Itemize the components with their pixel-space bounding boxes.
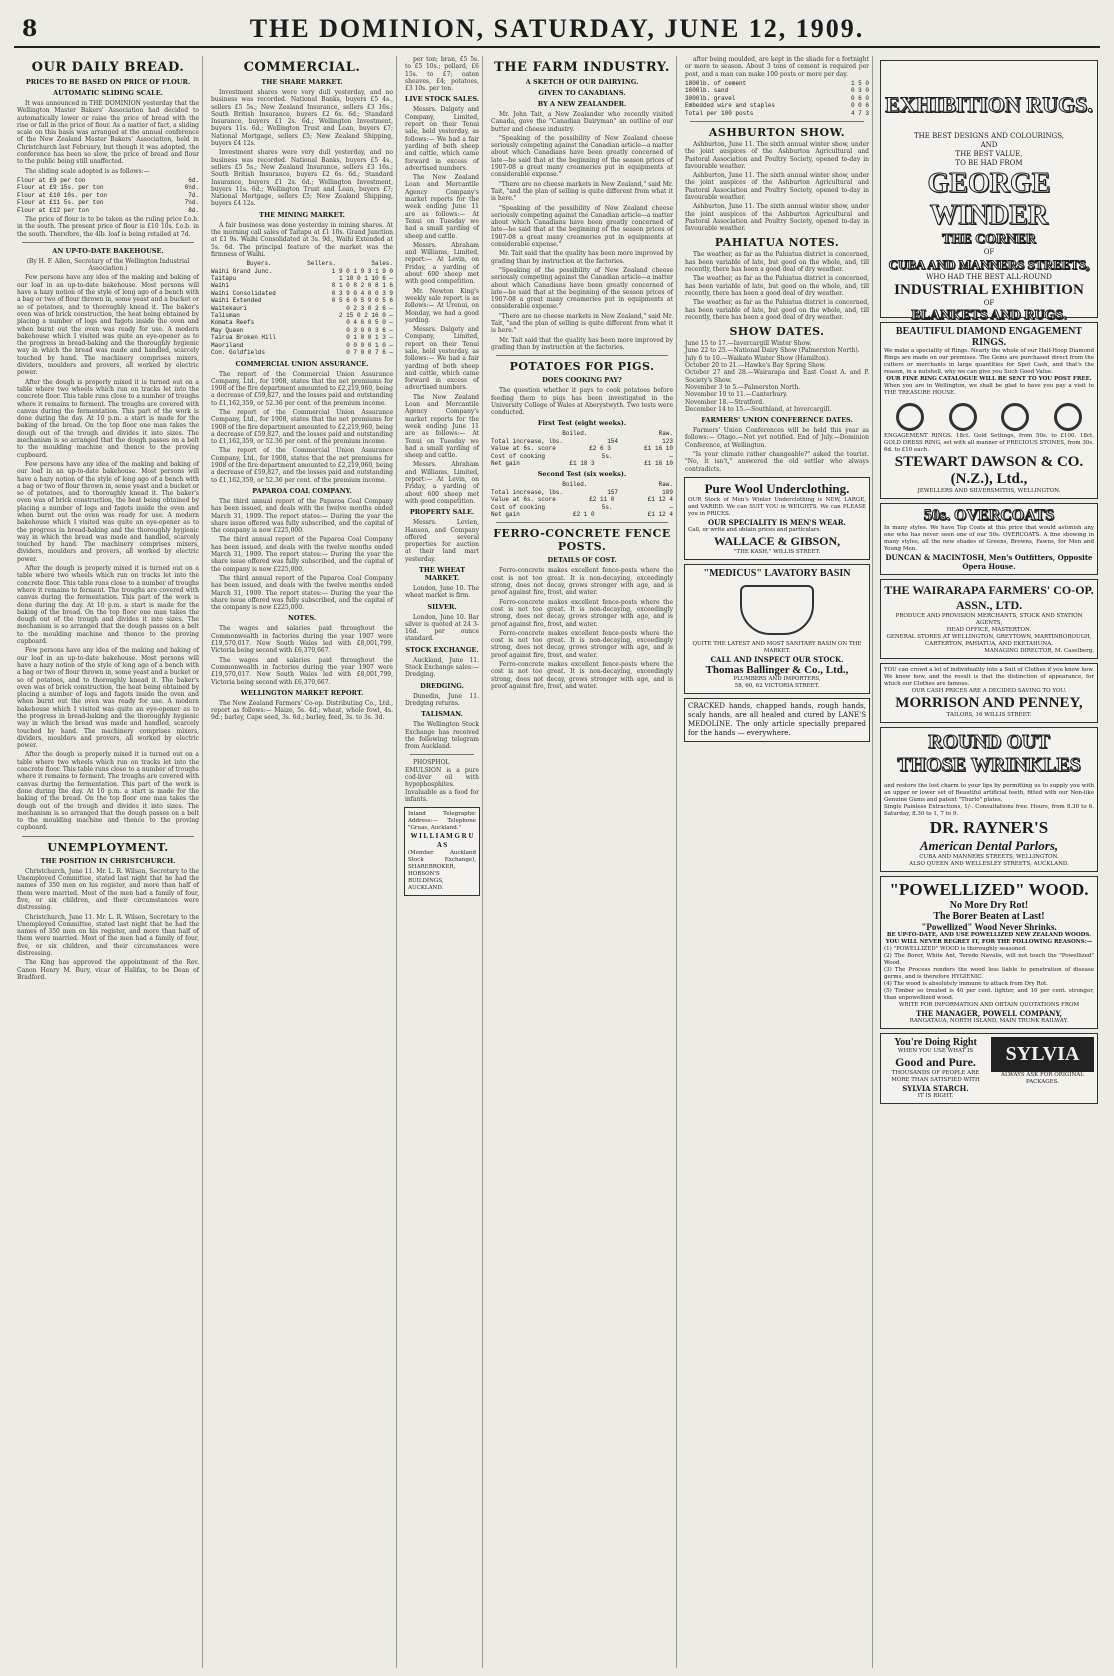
masthead-title: THE DOMINION, SATURDAY, JUNE 12, 1909. [249,14,865,43]
flour-scale-table [17,177,199,214]
advert-ballinger: "MEDICUS" LAVATORY BASIN QUITE THE LATEST AND MOST SANITARY BASIN ON THE MARKET. CALL AND INSPECT OUR STOCK. Thomas Ballinger & Co., Ltd., PLUMBERS AND IMPORTERS, 58, 60, 62 VICTORIA STREET. [684,564,870,694]
paragraph: A fair business was done yesterday in mining shares. At the morning call sales of Taitapu at £1 10s. Grand Junction at £1 9s. Waihi Consolidated at 3s. 9d., Waihi Extended at 5s. 6d. The principal feature of the market was the firmness of Waihi. [211,221,393,258]
paragraph: Ashburton, June 11. The sixth annual winter show, under the joint auspices of the Ashburton Agricultural and Pastoral Association and Poultry Society, opened to-day in favourable weather. [685,140,869,170]
subhead-new-zealander: BY A NEW ZEALANDER. [537,100,627,108]
paragraph: Mr. Newton King's weekly sale report is as follows:— At Urenui, on Monday, we had a good yarding. [405,287,479,324]
ring-icon [1054,403,1082,431]
ring-icon [949,403,977,431]
list-item: October 27 and 28.—Wairarapa and East Coast A. and P. Society's Show. [685,369,869,384]
subhead-mining-market: THE MINING MARKET. [259,210,345,219]
paragraph: The weather, as far as the Pahiatua district is concerned, has been variable of late, but good on the whole, and, till recently, there has been a good deal of dry weather. [685,251,869,274]
advert-medoline: CRACKED hands, chapped hands, rough hands, scaly hands, are all healed and cured by LANE'S MEDOLINE. The only article specially prepared for the hands — everywhere. [684,698,870,742]
headline-show-dates: SHOW DATES. [729,325,825,339]
subhead-commercial-union: COMMERCIAL UNION ASSURANCE. [235,359,369,368]
table-row: Flour at £10 10s. per ton 7d. [17,191,199,199]
test-2-label: Second Test (six weeks). [537,470,627,479]
paragraph: Messrs. Dalgety and Company, Limited, report on their Tenui sale, held yesterday, as follows:— We had a fair yarding of both sheep and cattle, which came forward in excess of advertised numbers. [405,106,479,172]
advert-phosphol: PHOSPHOL EMULSION is a pure cod-liver oil with hypophosphites. Invaluable as a food for infants. [405,759,479,803]
paragraph: The report of the Commercial Union Assurance Company, Ltd., for 1908, states that the net premiums for 1908 of the fire department amounted to £2,219,960, being a decrease of £59,827, and the losses paid and outstanding to £1,162,359, or 52.36 per cent. of the premium income. [211,447,393,484]
table-row: 1600lb. sand 0 3 0 [685,87,869,95]
list-item: June 22 to 25.—National Dairy Show (Palmerston North). [685,347,860,355]
paragraph: After the dough is properly mixed it is turned out on a table where two wheels which run on tracks let into the concrete floor. This table runs close to a number of troughs where it remains to ferment. The troughs are covered with canvas during the fermentation. This part of the work is done during the day. At 10 p.m. a start is made for the baking of the bread. On the top floor one man takes the dough out of the trough and divides it into sizes. The mechanism is so arranged that the dough passes on a belt to the moulding machine and thence to the proving cupboard. [17,565,199,646]
table-row: Embedded wire and staples 0 0 6 [685,102,869,110]
paragraph: Mr. John Tait, a New Zealander who recently visited Canada, gave the "Canadian Dairyman" an outline of our butter and cheese industry. [491,111,673,133]
article-body [17,216,199,238]
paragraph: Investment shares were very dull yesterday, and no business was recorded. National Banks, buyers £5 4s., sellers £5 5s.; New Zealand Insurance, sellers £3 16s.; South British Insurance, buyers £2 6s. 6d.; Standard Insurance, buyers £1 2s. 6d.; Wellington Investment, buyers 11s. 6d.; Wellington Trust and Loan, buyers £7; National Mortgage, sellers £5; New Zealand Shipping, buyers £4 12s. [211,89,393,148]
table-row: Cost of cooking 5s. — [491,452,673,460]
table-row: Cost of cooking 5s. — [491,503,673,511]
subhead-wellington-market: WELLINGTON MARKET REPORT. [240,688,364,697]
share-table [211,260,393,356]
paragraph: Dunedin, June 11. Dredging returns. [405,692,479,707]
column-6 [878,56,1100,1668]
table-row: Flour at £12 per ton 8d. [17,206,199,214]
list-item: June 15 to 17.—Invercargill Winter Show. [685,340,812,348]
table-row: Value at 6s. score £2 6 3 £1 16 10 [491,445,673,453]
headline-fence-posts: FERRO-CONCRETE FENCE POSTS. [493,527,671,554]
list-item: November 3 to 5.—Palmerston North. [685,383,801,391]
table-row: Value at 6s. score £2 11 0 £1 12 4 [491,496,673,504]
table-row: Net gain £1 18 3 £1 16 10 [491,460,673,468]
basin-illustration [740,585,814,635]
paragraph: Mr. Tait said that the quality has been more improved by grading than by instruction at the factories. [491,250,673,265]
subhead-silver: SILVER. [427,602,457,611]
subhead-dredging: DREDGING. [420,681,464,690]
subhead-prices: PRICES TO BE BASED ON PRICE OF FLOUR. [25,78,191,86]
column-2 [208,56,397,1668]
advert-wairarapa: THE WAIRARAPA FARMERS' CO-OP. ASSN., LTD. PRODUCE AND PROVISION MERCHANTS, STOCK AND STATION AGENTS, HEAD OFFICE, MASTERTON. GENERAL STORES AT WELLINGTON, GREYTOWN, MARTINBOROUGH, CARTERTON, PAHIATUA, AND EKETAHUNA. MANAGING DIRECTOR, M. Caselberg. [880,579,1098,659]
paragraph: Ashburton, June 11. The sixth annual winter show, under the joint auspices of the Ashburton Agricultural and Pastoral Association and Poultry Society, opened to-day in favourable weather. [685,203,869,233]
table-row: Total increase, lbs. 154 123 [491,437,673,445]
paragraph: Ferro-concrete makes excellent fence-posts where the cost is not too great. It is non-decaying, exceedingly strong, does not decay, grows stronger with age, and is proof against fire, frost, and water. [491,598,673,628]
paragraph: "Speaking of the possibility of New Zealand cheese seriously competing against the Canadian article—a matter about which Canadians have been greatly concerned of late—he said that at the beginning of the season prices of 1907-08 a great many creameries put in equipments at considerable expense." [491,204,673,249]
divider [22,836,194,837]
paragraph: "There are no cheese markets in New Zealand," said Mr. Tait, "and the plan of selling is quite different from what it is here." [491,312,673,335]
table-row: 3000lb. gravel 0 6 0 [685,94,869,102]
headline-potatoes: POTATOES FOR PIGS. [509,360,655,374]
advert-overcoats: 50s. OVERCOATS In many styles. We have Top Coats at this price that would astonish any one who has never seen one of our 50s. OVERCOATS. A fine showing in many styles, all the new shades of Greens, Browns, Fawns, for Men and Young Men. DUNCAN & MACINTOSH, Men's Outfitters, Opposite Opera House. [880,503,1098,575]
paragraph: Christchurch, June 11. Mr. L. R. Wilson, Secretary to the Unemployed Committee, stated last night that he had the names of 350 men on his register, and more than half of them were married. Most of the men had a family of four, five, or six children, and their circumstances were distressing. [17,867,199,912]
paragraph: The New Zealand Loan and Mercantile Agency Company's market reports for the week ending June 11 are as follows:— At Tenui on Tuesday we had a small yarding of sheep and cattle. [405,393,479,460]
table-row: Total increase, lbs. 157 109 [491,488,673,496]
paragraph: Few persons have any idea of the making and baking of our loaf in an up-to-date bakehouse. Most persons will have a hazy notion of the style of long ago of a bench with a bag or two of flour thrown in, some yeast and a bucket or so of potatoes, and to thoroughly knead it. The baker's oven was of brick construction, the heat being obtained by placing a number of logs and fagots inside the oven and when burnt out the oven was ready for use. A modern bakehouse which I visited was quite an eye-opener as to the progress in bread-baking and the thoroughly hygienic way in which the bread was made and handled, scarcely touched by hand. The machinery comprises mixers, dividers, moulders and provers, all worked by electric power. [17,647,199,750]
subhead-cooking: DOES COOKING PAY? [542,376,622,385]
paragraph: After the dough is properly mixed it is turned out on a table where two wheels which run on tracks let into the concrete floor. This table runs close to a number of troughs where it remains to ferment. The troughs are covered with canvas during the fermentation. This part of the work is done during the day. At 10 p.m. a start is made for the baking of the bread. On the top floor one man takes the dough out of the trough and divides it into sizes. The mechanism is so arranged that the dough passes on a belt to the moulding machine and thence to the proving cupboard. [17,751,199,832]
potato-test-1-table [491,430,673,467]
paragraph: "There are no cheese markets in New Zealand," said Mr. Tait, "and the plan of selling is quite different from what it is here." [491,180,673,203]
paragraph: "Speaking of the possibility of New Zealand cheese seriously competing against the Canadian article—a matter about which Canadians have been greatly concerned of late—he said that at the beginning of the season prices of 1907-08 a great many creameries put in equipments at considerable expense." [491,266,673,311]
paragraph: Ferro-concrete makes excellent fence-posts where the cost is not too great. It is non-decaying, exceedingly strong, does not decay, grows stronger with age, and is proof against fire, frost, and water. [491,661,673,690]
paragraph: The weather, as far as the Pahiatua district is concerned, has been variable of late, but good on the whole, and, till recently, there has been a good deal of dry weather. [685,275,869,297]
table-row: Maoriland 0 0 9 0 1 0 — [211,341,393,349]
paragraph: Ashburton, June 11. The sixth annual winter show, under the joint auspices of the Ashburton Agricultural and Pastoral Association and Poultry Society, opened to-day in favourable weather. [685,172,869,201]
paragraph: Investment shares were very dull yesterday, and no business was recorded. National Banks, buyers £5 4s., sellers £5 5s.; New Zealand Insurance, sellers £3 16s.; South British Insurance, buyers £2 6s. 6d.; Standard Insurance, buyers £1 2s. 6d.; Wellington Investment, buyers 11s. 6d.; Wellington Trust and Loan, buyers £7; National Mortgage, sellers £5; New Zealand Shipping, buyers £4 12s. [211,149,393,208]
subhead-wheat-market: THE WHEAT MARKET. [418,566,466,582]
subhead-talisman: TALISMAN. [421,710,463,719]
subhead-notes: NOTES. [287,614,317,623]
headline-ashburton: ASHBURTON SHOW. [708,125,846,139]
headline-farmers-union: FARMERS' UNION CONFERENCE DATES. [701,416,853,425]
show-dates-list [685,340,869,413]
table-row: Net gain £2 1 0 £1 12 4 [491,511,673,519]
paragraph: The wages and salaries paid throughout the Commonwealth in factories during the year 1907 were £19,570,017. New South Wales led with £8,001,799, Victoria being second with £6,370,667. [211,656,393,686]
paragraph: The King has approved the appointment of the Rev. Canon Henry M. Bury, vicar of Halifax, to be Dean of Bradford. [17,959,199,981]
divider [410,754,474,755]
column-5 [682,56,873,1668]
subhead-cost: DETAILS OF COST. [547,556,617,565]
table-row: Flour at £9 15s. per ton 6½d. [17,184,199,192]
table-row: Waihi 8 1 0 8 2 0 8 1 6 [211,282,393,290]
table-row: 1800lb. of cement 1 5 0 [685,79,869,87]
divider [496,522,668,523]
ring-icon [1001,403,1029,431]
paragraph: The report of the Commercial Union Assurance Company, Ltd., for 1908, states that the net premiums for 1908 of the fire department amounted to £2,219,960, being a decrease of £59,827, and the losses paid and outstanding to £1,162,359, or 52.36 per cent. of the premium income. [211,409,393,446]
paragraph: Messrs. Abraham and Williams, Limited, report:— At Levin, on Friday, a yarding of about 600 sheep met with good competition. [405,241,479,286]
subhead-property-sale: PROPERTY SALE. [409,508,475,517]
list-item: July 6 to 10.—Waikato Winter Show (Hamilton). [685,354,830,362]
paragraph: Messrs. Levien, Hanson, and Company offered several properties for auction at their land mart yesterday. [405,519,479,563]
list-item: November 18.—Stratford. [685,398,765,406]
table-row: Waitekauri 0 2 3 0 2 6 — [211,304,393,312]
paragraph: The New Zealand Loan and Mercantile Agency Company's market reports for the week ending June 11 are as follows:— At Tenui on Tuesday we had a small yarding of sheep and cattle. [405,174,479,240]
paragraph: Farmers' Union Conferences will be held this year as follows:— Otago.—Not yet notified. End of July.—Dominion Conference, at Wellington. [685,427,869,449]
table-row: Waihi Grand Junc. 1 9 0 1 9 3 1 9 0 [211,267,393,275]
advert-morrison-penney: YOU can crowd a lot of individuality into a Suit of Clothes if you know how. We know how, and the result is that the distinction of appearance, for which our Clothes are famous. OUR CASH PRICES ARE A DECIDED SAVING TO YOU. MORRISON AND PENNEY, TAILORS, 16 WILLIS STREET. [880,663,1098,723]
subhead-sliding-scale: AUTOMATIC SLIDING SCALE. [53,89,163,97]
headline-farm-industry: THE FARM INDUSTRY. [494,60,670,75]
table-row: Flour at £9 per ton 6d. [17,176,199,184]
table-row: Talisman 2 15 0 2 16 0 — [211,312,393,320]
table-header: Buyers. Sellers. Sales. [246,260,393,268]
paragraph: The third annual report of the Paparoa Coal Company has been issued, and deals with the twelve months ended March 31, 1909. The report states:— During the year the share issue offered was fully subscribed, and the capital of the company is now £225,000. [211,497,393,535]
table-row: Waihi Consolidated 0 3 9 0 4 0 0 3 9 [211,289,393,297]
subhead-canadians: GIVEN TO CANADIANS. [538,89,626,97]
list-item: November 10 to 11.—Canterbury. [685,391,788,399]
paragraph: The report of the Commercial Union Assurance Company, Ltd., for 1908, states that the net premiums for 1908 of the fire department amounted to £2,219,960, being a decrease of £59,827, and the losses paid and outstanding to £1,162,359, or 52.36 per cent. of the premium income. [211,370,393,407]
table-row: Tairua Broken Hill 0 1 0 0 1 3 — [211,334,393,342]
paragraph: The Wellington Stock Exchange has received the following telegram from Auckland. [405,721,479,751]
rings-illustration [884,403,1094,431]
paragraph: after being moulded, are kept in the shade for a fortnight or more to season. About 3 tons of cement is required per post, and a man can make 100 posts or more per day. [685,56,869,78]
table-row: Flour at £11 5s. per ton 7½d. [17,199,199,207]
headline-commercial: COMMERCIAL. [243,60,361,75]
potato-test-2-table [491,481,673,518]
paragraph: The third annual report of the Paparoa Coal Company has been issued, and deals with the twelve months ended March 31, 1909. The report states:— During the year the share issue offered was fully subscribed, and the capital of the company is now £225,000. [211,536,393,573]
subhead-stock-exchange: STOCK EXCHANGE. [405,645,479,654]
paragraph: It was announced in THE DOMINION yesterday that the Wellington Master Bakers' Association had decided to automatically lower or raise the price of bread with the rise or fall in the price of flour. As a matter of fact, a sliding scale on this basis was arranged at the annual conference of the New Zealand Master Bakers' Association, held in Christchurch last February, but though it was adopted, the conference has been so slow, the price of bread and flour to the public being still unaffected. [17,100,199,166]
subhead-share-market: THE SHARE MARKET. [261,78,343,86]
column-4 [488,56,677,1668]
advert-george-winder: EXHIBITION RUGS. THE BEST DESIGNS AND COLOURINGS, AND THE BEST VALUE, TO BE HAD FROM GEORGE WINDER THE CORNER OF CUBA AND MANNERS STREETS, WHO HAD THE BEST ALL-ROUND INDUSTRIAL EXHIBITION OF BLANKETS AND RUGS. [880,60,1098,318]
table-row: Komata Reefs 0 4 6 0 5 0 — [211,319,393,327]
headline-bakehouse: AN UP-TO-DATE BAKEHOUSE. [52,246,164,255]
table-header: Boiled. Raw. [562,430,673,438]
advert-stewart-dawson: BEAUTIFUL DIAMOND ENGAGEMENT RINGS. We make a speciality of Rings. Nearly the whole of our Half-Hoop Diamond Rings are made on our premises. The Gems are purchased direct from the cutters or merchants in large quantities for Spot Cash, and that's the reason, in a nutshell, why we can give you Such Good Value. OUR FINE RING CATALOGUE WILL BE SENT TO YOU POST FREE. When you are in Wellington, we shall be glad to have you pay a visit to THE TREASURE HOUSE. ENGAGEMENT RINGS. 18ct. Gold Settings, from 50s. to £100. 18ct. GOLD DRESS RING, set with all manner of PRECIOUS STONES, from 30s. 6d. to £10 each. STEWART DAWSON & CO. (N.Z.), Ltd., JEWELLERS AND SILVERSMITHS, WELLINGTON. [880,322,1098,499]
headline-unemployment: UNEMPLOYMENT. [47,840,169,854]
subhead-paparoa: PAPAROA COAL COMPANY. [252,486,352,495]
headline-pahiatua: PAHIATUA NOTES. [714,236,840,250]
sylvia-logo: SYLVIA [991,1037,1094,1072]
paragraph: Christchurch, June 11. Mr. L. R. Wilson, Secretary to the Unemployed Committee, stated last night that he had the names of 350 men on his register, and more than half of them were married. Most of the men had a family of four, five, or six children, and their circumstances were distressing. [17,913,199,958]
list-item: December 14 to 15.—Southland, at Invercargill. [685,405,832,413]
paragraph: The wages and salaries paid throughout the Commonwealth in factories during the year 1907 were £19,570,017. New South Wales led with £8,001,799, Victoria being second with £6,370,667. [211,625,393,655]
advert-gruas: Inland Telegraphic Address:— Telephone "Gruas, Auckland." W I L L I A M G R U A S (Member Auckland Stock Exchange), SHAREBROKER, HOBSON'S BUILDINGS, AUCKLAND. [404,807,480,896]
byline: (By H. F. Allen, Secretary of the Wellington Industrial Association.) [26,257,190,273]
paragraph: Ferro-concrete makes excellent fence-posts where the cost is not too great. It is non-decaying, exceedingly strong, does not decay, grows stronger with age, and is proof against fire, frost, and water. [491,567,673,597]
paragraph: Messrs. Abraham and Williams, Limited, report:— At Levin, on Friday, a yarding of about 600 sheep met with good competition. [405,461,479,505]
ring-icon [896,403,924,431]
column-3 [402,56,483,1668]
paragraph: The New Zealand Farmers' Co-op. Distributing Co., Ltd., report as follows:— Maize, 5s. 4d.; wheat, whole fowl, 4s. 9d.; barley, Cape seed, 3s. 6d.; barley, feed, 3s. to 3s. 3d. [211,699,393,722]
paragraph: Auckland, June 11. Stock Exchange sales:— Dredging. [405,656,479,679]
paragraph: The third annual report of the Paparoa Coal Company has been issued, and deals with the twelve months ended March 31, 1909. The report states:— During the year the share issue offered was fully subscribed, and the capital of the company is now £225,000. [211,574,393,612]
paragraph: London, June 10. The wheat market is firm. [405,585,479,600]
paragraph: The price of flour is to be taken as the ruling price f.o.b. in the south. The present price of flour is £10 10s. f.o.b. in the south. Therefore, the 4lb. loaf is being retailed at 7d. [17,216,199,238]
test-1-label: First Test (eight weeks). [537,419,627,428]
table-row: May Queen 0 3 0 0 3 6 — [211,326,393,334]
paragraph: per ton; bran, £5 5s. to £5 10s.; pollard, £6 15s. to £7; oaten sheaves, £4; potatoes, £3 10s. per ton. [405,56,479,93]
article-body [17,258,199,832]
table-row: Waihi Extended 0 5 6 0 5 9 0 5 6 [211,297,393,305]
advert-powellized: "POWELLIZED" WOOD. No More Dry Rot! The Borer Beaten at Last! "Powellized" Wood Never Shrinks. BE UP-TO-DATE, AND USE POWELLIZED NEW ZEALAND WOODS. YOU WILL NEVER REGRET IT, FOR THE FOLLOWING REASONS:— (1) "POWELLIZED" WOOD is thoroughly seasoned. (2) The Borer, White Ant, Teredo Navalis, will not touch the "Powellized" Wood. (3) The Process renders the wood less liable to penetration of disease germs, and is therefore HYGIENIC. (4) The wood is absolutely immune to attack from Dry Rot. (5) Timber so treated is 40 per cent. lighter, and 10 per cent. stronger, than unpowellized wood. WRITE FOR INFORMATION AND OBTAIN QUOTATIONS FROM THE MANAGER, POWELL COMPANY, RANGATAUA, NORTH ISLAND, MAIN TRUNK RAILWAY. [880,876,1098,1029]
table-row: Taitapu 1 10 0 1 10 6 — [211,275,393,283]
paragraph: Messrs. Dalgety and Company, Limited, report on their Tenui sale, held yesterday, as follows:— We had a fair yarding of both sheep and cattle, which came forward in excess of advertised numbers. [405,326,479,392]
advert-dr-rayner: ROUND OUT THOSE WRINKLES and restore the lost charm to your lips by permitting us to supply you with an upper or lower set of Beautiful artificial teeth, fitted with our Non-like Genuine Gums and patent "Thurlo" plates. Single Painless Extractions, 1/-. Consultations free. Hours, from 8.30 to 6. Saturday, 8.30 to 1, 7 to 9. DR. RAYNER'S American Dental Parlors, CUBA AND MANNERS STREETS, WELLINGTON. ALSO QUEEN AND WELLESLEY STREETS, AUCKLAND. [880,727,1098,872]
page-number: 8 [22,16,38,42]
advert-sylvia-starch: You're Doing Right WHEN YOU USE WHAT IS Good and Pure. THOUSANDS OF PEOPLE ARE MORE THAN SATISFIED WITH SYLVIA STARCH. IT IS RIGHT. SYLVIA ALWAYS ASK FOR ORIGINAL PACKAGES. [880,1033,1098,1104]
table-header: Boiled. Raw. [562,481,673,489]
subhead-christchurch: THE POSITION IN CHRISTCHURCH. [40,856,176,865]
article-body [17,868,199,981]
paragraph: Mr. Tait said that the quality has been more improved by grading than by instruction at the factories. [491,336,673,351]
paragraph: Ferro-concrete makes excellent fence-posts where the cost is not too great. It is non-decaying, exceedingly strong, does not decay, grows stronger with age, and is proof against fire, frost, and water. [491,629,673,659]
table-row: Con. Goldfields 0 7 0 0 7 6 — [211,349,393,357]
paragraph: After the dough is properly mixed it is turned out on a table where two wheels which run on tracks let into the concrete floor. This table runs close to a number of troughs where it remains to ferment. The troughs are covered with canvas during the fermentation. This part of the work is done during the day. At 10 p.m. a start is made for the baking of the bread. On the top floor one man takes the dough out of the trough and divides it into sizes. The mechanism is so arranged that the dough passes on a belt to the moulding machine and thence to the proving cupboard. [17,378,199,459]
paragraph: The sliding scale adopted is as follows:— [25,167,150,175]
paragraph: The question whether it pays to cook potatoes before feeding them to pigs has been investigated in the University College of Wales at Aberystwyth. Two tests were conducted. [491,387,673,417]
subhead-dairying: A SKETCH OF OUR DAIRYING. [525,78,639,86]
list-item: October 20 to 21.—Hawke's Bay Spring Show. [685,362,826,370]
table-row: Total per 100 posts 4 7 3 [685,109,869,117]
paragraph: Few persons have any idea of the making and baking of our loaf in an up-to-date bakehouse. Most persons will have a hazy notion of the style of long ago of a bench with a bag or two of flour thrown in, some yeast and a bucket or so of potatoes, and to thoroughly knead it. The baker's oven was of brick construction, the heat being obtained by placing a number of logs and fagots inside the oven and when burnt out the oven was ready for use. A modern bakehouse which I visited was quite an eye-opener as to the progress in bread-baking and the thoroughly hygienic way in which the bread was made and handled, scarcely touched by hand. The machinery comprises mixers, dividers, moulders and provers, all worked by electric power. [17,460,199,563]
column-1 [14,56,203,1668]
subhead-live-stock: LIVE STOCK SALES. [404,95,480,104]
paragraph: The weather, as far as the Pahiatua district is concerned, has been variable of late, but good on the whole, and, till recently, there has been a good deal of dry weather. [685,299,869,321]
divider [22,242,194,243]
headline-daily-bread: OUR DAILY BREAD. [31,60,185,75]
divider [496,355,668,356]
paragraph: London, June 10. Bar silver is quoted at 24 3-16d. per ounce standard. [405,613,479,643]
fence-cost-table [685,80,869,117]
masthead [14,14,1100,48]
divider [690,121,864,122]
paragraph: "Speaking of the possibility of New Zealand cheese seriously competing against the Canadian article—a matter about which Canadians have been greatly concerned of late—he said that at the beginning of the season prices of 1907-08 a great many creameries put in equipments at considerable expense." [491,134,673,179]
paragraph: "Is your climate rather changeable?" asked the tourist. "No, it isn't," answered the old settler who always contradicts. [685,451,869,473]
paragraph: Few persons have any idea of the making and baking of our loaf in an up-to-date bakehouse. Most persons will have a hazy notion of the style of long ago of a bench with a bag or two of flour thrown in, some yeast and a bucket or so of potatoes, and to thoroughly knead it. The baker's oven was of brick construction, the heat being obtained by placing a number of logs and fagots inside the oven and when burnt out the oven was ready for use. A modern bakehouse which I visited was quite an eye-opener as to the progress in bread-baking and the thoroughly hygienic way in which the bread was made and handled, scarcely touched by hand. The machinery comprises mixers, dividers, moulders and provers, all worked by electric power. [17,274,199,377]
article-body [17,100,199,175]
advert-wallace-gibson: Pure Wool Underclothing. OUR Stock of Men's Winter Underclothing is NEW, LARGE, and VARIED. We can SUIT YOU in WEIGHTS. We can PLEASE you in PRICES. OUR SPECIALITY IS MEN'S WEAR. Call, or write and obtain prices and particulars. WALLACE & GIBSON, "THE KASH," WILLIS STREET. [684,477,870,560]
